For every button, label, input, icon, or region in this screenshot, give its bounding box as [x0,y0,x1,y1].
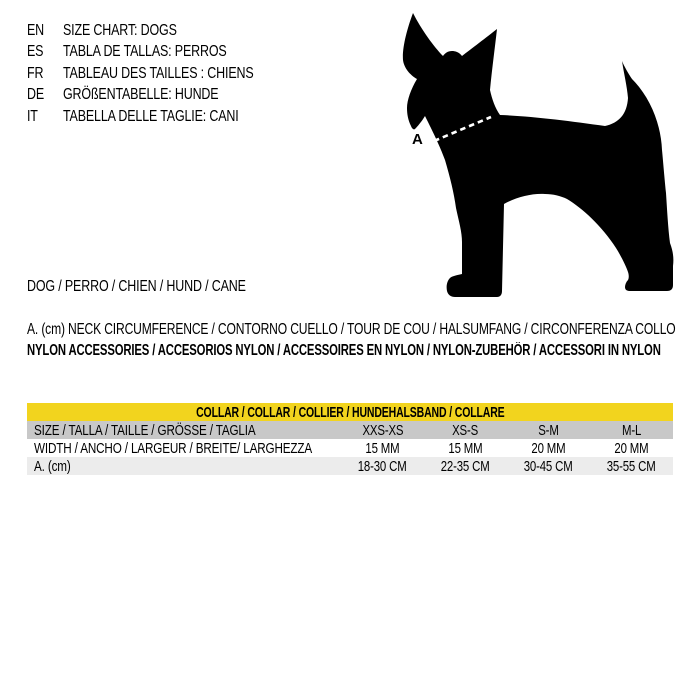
collar-size-table [27,403,673,475]
width-value: 15 MM [365,439,400,457]
language-code: IT [27,107,38,125]
language-title: GRÖßENTABELLE: HUNDE [63,86,219,104]
language-title: SIZE CHART: DOGS [63,22,177,39]
title-row-it [27,106,307,127]
species-caption: DOG / PERRO / CHIEN / HUND / CANE [27,278,246,295]
width-value: 20 MM [614,439,649,457]
circumference-value: 30-45 CM [524,457,573,475]
dog-silhouette [403,13,674,297]
size-value: S-M [538,421,559,439]
material-caption: NYLON ACCESSORIES / ACCESORIOS NYLON / ACCESSOIRES EN NYLON / NYLON-ZUBEHÖR / ACCESSORI IN NYLON [27,342,661,359]
measurement-marker-a: A [412,131,423,148]
language-code: ES [27,43,44,61]
language-title: TABELLA DELLE TAGLIE: CANI [63,107,239,125]
size-value: M-L [621,421,642,439]
circumference-value: 22-35 CM [441,457,490,475]
table-header [27,403,673,421]
circumference-value: 35-55 CM [607,457,656,475]
language-code: FR [27,64,44,82]
dog-silhouette-figure [398,8,678,300]
width-value: 15 MM [448,439,483,457]
title-row-en [27,20,307,41]
title-row-fr [27,63,307,84]
width-value: 20 MM [531,439,566,457]
title-language-list [27,20,307,127]
table-title: COLLAR / COLLAR / COLLIER / HUNDEHALSBAND / COLLARE [195,403,505,421]
row-label: WIDTH / ANCHO / LARGEUR / BREITE/ LARGHEZZA [34,439,313,457]
size-value: XXS-XS [362,421,403,439]
table-row-width [27,439,673,457]
language-code: DE [27,86,45,104]
measurement-caption: A. (cm) NECK CIRCUMFERENCE / CONTORNO CUELLO / TOUR DE COU / HALSUMFANG / CIRCONFERENZA COLLO [27,321,676,338]
table-row-size [27,421,673,439]
language-title: TABLA DE TALLAS: PERROS [63,43,227,61]
language-title: TABLEAU DES TAILLES : CHIENS [63,64,254,82]
row-label: SIZE / TALLA / TAILLE / GRÖSSE / TAGLIA [34,421,256,439]
title-row-de [27,84,307,105]
language-code: EN [27,22,45,39]
circumference-value: 18-30 CM [358,457,407,475]
row-label: A. (cm) [34,457,71,475]
size-value: XS-S [452,421,479,439]
title-row-es [27,41,307,62]
table-row-neck-circumference [27,457,673,475]
